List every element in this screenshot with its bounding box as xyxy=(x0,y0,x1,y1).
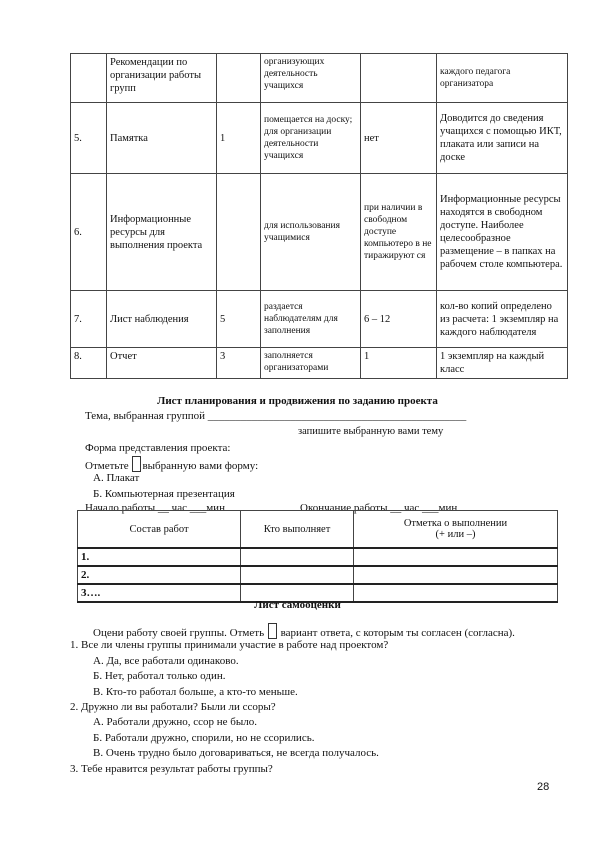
answer-2c[interactable]: В. Очень трудно было договариваться, не всегда получалось. xyxy=(93,747,379,759)
row-number xyxy=(71,54,107,103)
row-number: 8. xyxy=(71,348,107,379)
table-header-row xyxy=(78,511,558,549)
item-copies: 6 – 12 xyxy=(361,291,437,348)
mark-cell[interactable] xyxy=(354,548,558,566)
table-row xyxy=(78,566,558,584)
self-eval-title: Лист самооценки xyxy=(254,599,341,611)
item-quantity xyxy=(217,174,261,291)
table-row xyxy=(78,548,558,566)
mark-text-after: выбранную вами форму: xyxy=(142,460,259,472)
question-3: 3. Тебе нравится результат работы группы? xyxy=(70,763,273,775)
intro-text-after: вариант ответа, с которым ты согласен (согласна). xyxy=(280,627,515,639)
item-name: Рекомендации по организации работы групп xyxy=(107,54,217,103)
header-work: Состав работ xyxy=(78,511,241,549)
theme-line: Тема, выбранная группой _______________________________________________ xyxy=(85,410,467,422)
item-name: Памятка xyxy=(107,103,217,174)
item-quantity: 3 xyxy=(217,348,261,379)
page-number: 28 xyxy=(537,781,550,793)
answer-1a[interactable]: А. Да, все работали одинаково. xyxy=(93,655,239,667)
performer-cell[interactable] xyxy=(241,566,354,584)
option-poster[interactable]: А. Плакат xyxy=(93,472,140,484)
item-copies xyxy=(361,54,437,103)
table-row xyxy=(71,291,568,348)
item-name: Информационные ресурсы для выполнения проекта xyxy=(107,174,217,291)
header-mark xyxy=(354,511,558,549)
answer-1b[interactable]: Б. Нет, работал только один. xyxy=(93,670,226,682)
item-name: Отчет xyxy=(107,348,217,379)
row-number: 2. xyxy=(78,566,241,584)
mark-text-before: Отметьте xyxy=(85,460,129,472)
question-1: 1. Все ли члены группы принимали участие в работе над проектом? xyxy=(70,639,389,651)
item-name: Лист наблюдения xyxy=(107,291,217,348)
resources-table xyxy=(70,53,568,379)
table-row xyxy=(71,54,568,103)
item-description: заполняется организаторами xyxy=(261,348,361,379)
planning-title: Лист планирования и продвижения по заданию проекта xyxy=(157,395,438,407)
item-quantity: 1 xyxy=(217,103,261,174)
item-note: кол-во копий определено из расчета: 1 экземпляр на каждого наблюдателя xyxy=(437,291,568,348)
performer-cell[interactable] xyxy=(241,548,354,566)
header-mark-hint: (+ или –) xyxy=(435,529,476,540)
answer-1c[interactable]: В. Кто-то работал больше, а кто-то меньше. xyxy=(93,686,298,698)
item-note: каждого педагога организатора xyxy=(437,54,568,103)
item-quantity: 5 xyxy=(217,291,261,348)
item-description: раздается наблюдателям для заполнения xyxy=(261,291,361,348)
mark-instruction xyxy=(85,456,258,472)
checkmark-box[interactable] xyxy=(132,456,141,472)
item-description: помещается на доску; для организации деятельности учащихся xyxy=(261,103,361,174)
table-row xyxy=(71,103,568,174)
table-row xyxy=(71,174,568,291)
self-eval-intro xyxy=(93,623,515,639)
item-note: Информационные ресурсы находятся в свободном доступе. Наиболее целесообразное размещение – в папках на рабочем столе компьютера. xyxy=(437,174,568,291)
work-table xyxy=(77,510,558,603)
end-time: Окончание работы __ час ___мин xyxy=(300,502,458,514)
mark-cell[interactable] xyxy=(354,566,558,584)
intro-text-before: Оцени работу своей группы. Отметь xyxy=(93,627,265,639)
item-note: Доводится до сведения учащихся с помощью ИКТ, плаката или записи на доске xyxy=(437,103,568,174)
question-2: 2. Дружно ли вы работали? Были ли ссоры? xyxy=(70,701,276,713)
checkmark-box[interactable] xyxy=(268,623,277,639)
theme-hint: запишите выбранную вами тему xyxy=(298,426,444,437)
item-description: организующих деятельность учащихся xyxy=(261,54,361,103)
row-number: 3…. xyxy=(78,584,241,602)
answer-2b[interactable]: Б. Работали дружно, спорили, но не ссорились. xyxy=(93,732,315,744)
start-time: Начало работы __ час ___мин xyxy=(85,502,225,514)
form-label: Форма представления проекта: xyxy=(85,442,231,454)
item-copies: при наличии в свободном доступе компьютеро в не тиражируют ся xyxy=(361,174,437,291)
answer-2a[interactable]: А. Работали дружно, ссор не было. xyxy=(93,716,257,728)
item-note: 1 экземпляр на каждый класс xyxy=(437,348,568,379)
header-mark-title: Отметка о выполнении xyxy=(403,518,508,529)
row-number: 5. xyxy=(71,103,107,174)
row-number: 1. xyxy=(78,548,241,566)
option-presentation[interactable]: Б. Компьютерная презентация xyxy=(93,488,235,500)
table-row xyxy=(71,348,568,379)
item-copies: нет xyxy=(361,103,437,174)
header-performer: Кто выполняет xyxy=(241,511,354,549)
row-number: 7. xyxy=(71,291,107,348)
item-quantity xyxy=(217,54,261,103)
item-copies: 1 xyxy=(361,348,437,379)
item-description: для использования учащимися xyxy=(261,174,361,291)
row-number: 6. xyxy=(71,174,107,291)
